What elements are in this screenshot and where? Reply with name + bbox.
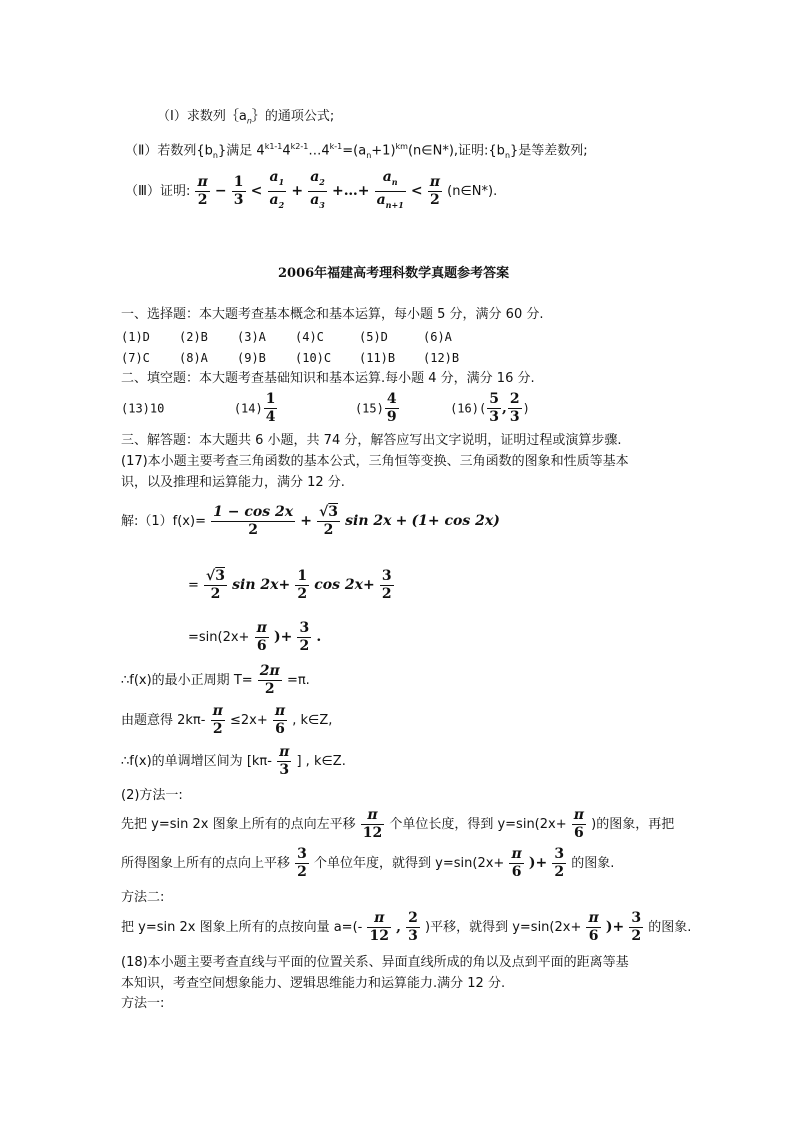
section3-heading: 三、解答题：本大题共 6 小题，共 74 分，解答应写出文字说明，证明过程或演算步骤.	[121, 433, 622, 448]
answer-title: 2006年福建高考理科数学真题参考答案	[278, 266, 510, 281]
solution-eq-1: 解:（1）f(x)= $\frac{1 - \cos 2x}{2}$ + $\frac{√3}{2}$ sin 2x + (1+ cos 2x)	[121, 504, 500, 538]
solution-eq-3: =sin(2x+ $\frac{\pi}{6}$ )+ $\frac{3}{2}$ .	[188, 620, 322, 654]
q17-desc-1: (17)本小题主要考查三角函数的基本公式，三角恒等变换、三角函数的图象和性质等基本	[121, 454, 629, 469]
method2-label: 方法二:	[121, 890, 165, 905]
problem-part2: （Ⅱ）若数列$\{b_n\}$满足 $4^{k1-1}4^{k2-1}\dots 4^{k-1}=(a_n+1)^{km}(n\in N*)$,证明$:\{b_n\}$是等差数列;	[125, 142, 588, 160]
condition-line: 由题意得 2kπ- $\frac{\pi}{2}$ ≤2x+ $\frac{\pi}{6}$ , k∈Z,	[121, 703, 333, 737]
q18-desc-2: 本知识，考查空间想象能力、逻辑思维能力和运算能力.满分 12 分.	[121, 976, 506, 991]
section2-heading: 二、填空题：本大题考查基础知识和基本运算.每小题 4 分，满分 16 分.	[121, 371, 535, 386]
problem-part3: （Ⅲ）证明: $\frac{\pi}{2}$ − $\frac{1}{3}$ < $\frac{a_1}{a_2}$ + $\frac{a_2}{a_3}$ +…+ $\frac{a_n}{a_{n+1}}$ < $\frac{\pi}{2}$ (n∈N*).	[125, 169, 498, 210]
method1-line1: 先把 y=sin 2x 图象上所有的点向左平移 $\frac{\pi}{12}$ 个单位长度，得到 y=sin(2x+ $\frac{\pi}{6}$ )的图象，再把	[121, 807, 675, 841]
choice-row-2: (7)C (8)A (9)B (10)C (11)B (12)B	[121, 351, 460, 365]
frac-pi-2: $\frac{\pi}{2}$	[197, 173, 208, 208]
method2-line: 把 y=sin 2x 图象上所有的点按向量 a=(- $\frac{\pi}{12}$ , $\frac{2}{3}$ )平移，就得到 y=sin(2x+ $\frac{\pi}{6}$ )+ $\frac{3}{2}$ 的图象.	[121, 910, 692, 944]
fill-answers: (13)10 (14) $\frac{1}{4}$ (15) $\frac{4}{9}$ (16)( $\frac{5}{3}$ , $\frac{2}{3}$ )	[121, 391, 530, 425]
section1-heading: 一、选择题：本大题考查基本概念和基本运算，每小题 5 分，满分 60 分.	[121, 307, 544, 322]
solution-eq-2: = $\frac{√3}{2}$ sin 2x+ $\frac{1}{2}$ cos 2x+ $\frac{3}{2}$	[188, 568, 392, 602]
part2-label: (2)方法一:	[121, 788, 183, 803]
q18-method1: 方法一:	[121, 996, 165, 1011]
problem-part1: （Ⅰ）求数列$\{a_n\}$的通项公式;	[157, 109, 335, 126]
q17-desc-2: 识，以及推理和运算能力，满分 12 分.	[121, 475, 345, 490]
q18-desc-1: (18)本小题主要考查直线与平面的位置关系、异面直线所成的角以及点到平面的距离等基	[121, 955, 629, 970]
choice-row-1: (1)D (2)B (3)A (4)C (5)D (6)A	[121, 330, 452, 344]
period-line: ∴f(x)的最小正周期 T= $\frac{2\pi}{2}$ =π.	[121, 663, 310, 697]
method1-line2: 所得图象上所有的点向上平移 $\frac{3}{2}$ 个单位年度，就得到 y=sin(2x+ $\frac{\pi}{6}$ )+ $\frac{3}{2}$ 的图象.	[121, 846, 615, 880]
increase-interval-line: ∴f(x)的单调增区间为 [kπ- $\frac{\pi}{3}$ ] , k∈Z.	[121, 744, 346, 778]
